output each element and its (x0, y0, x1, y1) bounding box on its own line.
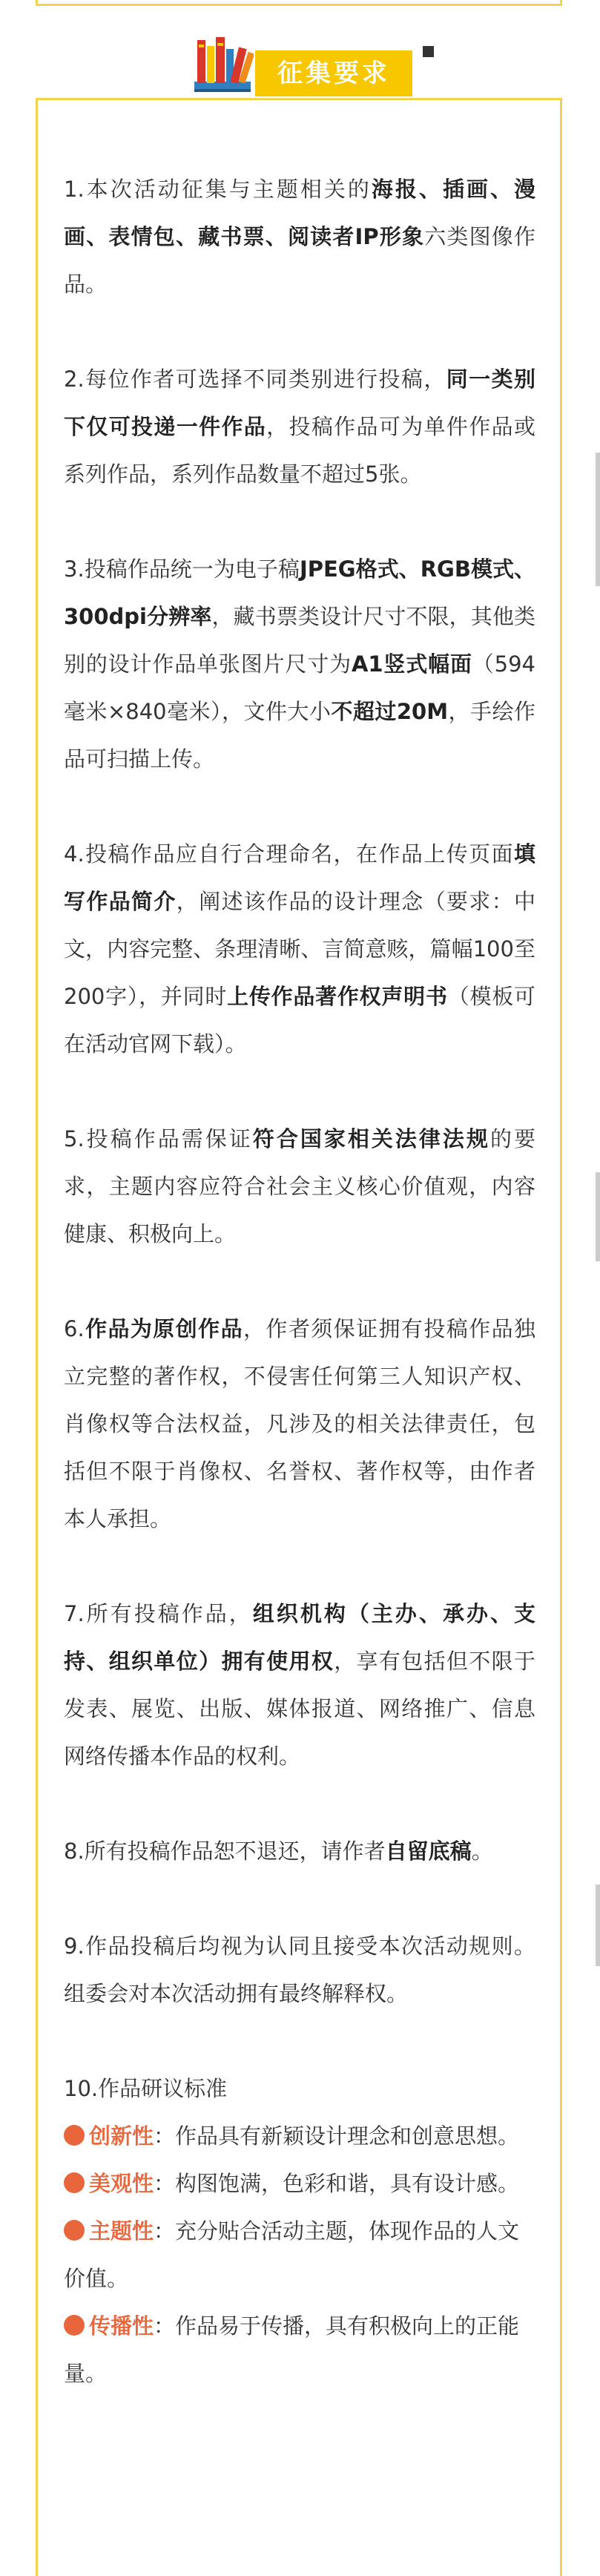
requirement-8: 8.所有投稿作品恕不退还，请作者自留底稿。 (64, 1839, 493, 1864)
requirement-7: 7.所有投稿作品，组织机构（主办、承办、支持、组织单位）拥有使用权，享有包括但不限于发表、展览、出版、媒体报道、网络推广、信息网络传播本作品的权利。 (64, 1601, 535, 1769)
requirement-2: 2.每位作者可选择不同类别进行投稿，同一类别下仅可投递一件作品，投稿作品可为单件作品或系列作品，系列作品数量不超过5张。 (64, 367, 535, 487)
criterion-item: 主题性：充分贴合活动主题，体现作品的人文价值。 (64, 2218, 520, 2291)
previous-section-box (36, 0, 562, 6)
scrollbar-marker[interactable] (596, 453, 600, 586)
bullet-dot-icon (64, 2172, 85, 2193)
requirement-9: 9.作品投稿后均视为认同且接受本次活动规则。组委会对本次活动拥有最终解释权。 (64, 1933, 535, 2006)
scrollbar-marker[interactable] (596, 1885, 600, 1966)
books-icon (191, 37, 254, 96)
bullet-dot-icon (64, 2125, 85, 2146)
criterion-item: 美观性：构图饱满，色彩和谐，具有设计感。 (64, 2160, 535, 2207)
requirement-6: 6.作品为原创作品，作者须保证拥有投稿作品独立完整的著作权，不侵害任何第三人知识产权、肖像权等合法权益，凡涉及的相关法律责任，包括但不限于肖像权、名誉权、著作权等，由作者本人承担。 (64, 1316, 535, 1531)
scrollbar-marker[interactable] (596, 1172, 600, 1261)
criterion-item: 传播性：作品易于传播，具有积极向上的正能量。 (64, 2313, 520, 2386)
section-header (0, 28, 600, 102)
bullet-dot-icon (64, 2220, 85, 2241)
requirement-5: 5.投稿作品需保证符合国家相关法律法规的要求，主题内容应符合社会主义核心价值观，内容健康、积极向上。 (64, 1126, 535, 1246)
bullet-dot-icon (64, 2315, 85, 2336)
criterion-item: 创新性：作品具有新颖设计理念和创意思想。 (64, 2112, 535, 2160)
requirement-4: 4.投稿作品应自行合理命名，在作品上传页面填写作品简介，阐述该作品的设计理念（要求：中文，内容完整、条理清晰、言简意赅，篇幅100至200字），并同时上传作品著作权声明书（模板可在活动官网下载）。 (64, 841, 535, 1057)
requirement-1: 1.本次活动征集与主题相关的海报、插画、漫画、表情包、藏书票、阅读者IP形象六类图像作品。 (64, 177, 535, 297)
decorative-square (423, 46, 434, 57)
requirements-box (36, 98, 562, 2576)
section-title: 征集要求 (255, 50, 412, 96)
criteria-title: 10.作品研议标准 (64, 2076, 228, 2101)
requirement-3: 3.投稿作品统一为电子稿JPEG格式、RGB模式、300dpi分辨率，藏书票类设计尺寸不限，其他类别的设计作品单张图片尺寸为A1竖式幅面（594毫米×840毫米），文件大小不超过20M，手绘作品可扫描上传。 (64, 556, 535, 772)
